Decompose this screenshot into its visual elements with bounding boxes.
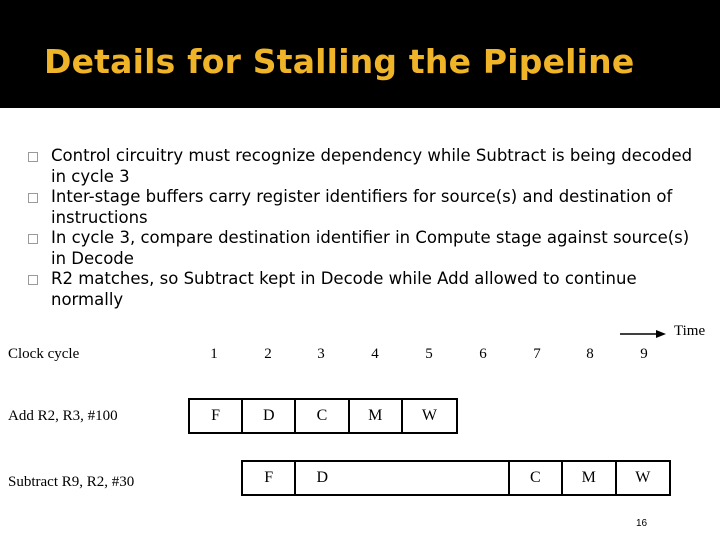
cycle-number: 3 [317,346,325,362]
cycle-number: 4 [371,346,379,362]
bullet-marker-icon [28,275,38,285]
time-label: Time [674,323,706,339]
stage-cell: F [243,462,296,494]
stage-cell: W [635,469,651,486]
stage-cell: M [563,462,616,494]
slide-title: Details for Stalling the Pipeline [44,42,635,81]
time-arrow-icon [620,328,668,340]
bullet-list [28,146,708,310]
bullet-text: Control circuitry must recognize dependency while Subtract is being decoded in cycle 3 [51,146,693,186]
bullet-item [28,228,708,269]
stage-cell: C [296,400,349,432]
stage-cell: D [243,400,296,432]
stage-cell-stalled-decode: D [296,462,509,494]
stage-cell: C [510,462,563,494]
cycle-number: 6 [479,346,487,362]
bullet-text: R2 matches, so Subtract kept in Decode while Add allowed to continue normally [51,269,637,309]
subtract-pipeline-row [241,460,671,496]
stage-cell: M [350,400,403,432]
cycle-number: 1 [210,346,218,362]
cycle-number: 8 [586,346,594,362]
cycle-number: 7 [533,346,541,362]
bullet-marker-icon [28,234,38,244]
bullet-item [28,269,708,310]
stage-cell: W [421,407,437,424]
bullet-text: In cycle 3, compare destination identifier in Compute stage against source(s) in Decode [51,228,690,268]
add-instruction-label: Add R2, R3, #100 [8,408,118,424]
bullet-marker-icon [28,152,38,162]
bullet-marker-icon [28,193,38,203]
cycle-number: 5 [425,346,433,362]
bullet-item [28,187,708,228]
subtract-instruction-label: Subtract R9, R2, #30 [8,474,135,490]
bullet-item [28,146,708,187]
cycle-number: 2 [264,346,272,362]
page-number: 16 [636,518,648,529]
bullet-text: Inter-stage buffers carry register identifiers for source(s) and destination of instructions [51,187,673,227]
cycle-number: 9 [640,346,648,362]
add-pipeline-row [188,398,458,434]
stage-cell: F [190,400,243,432]
clock-cycle-label: Clock cycle [8,346,80,362]
